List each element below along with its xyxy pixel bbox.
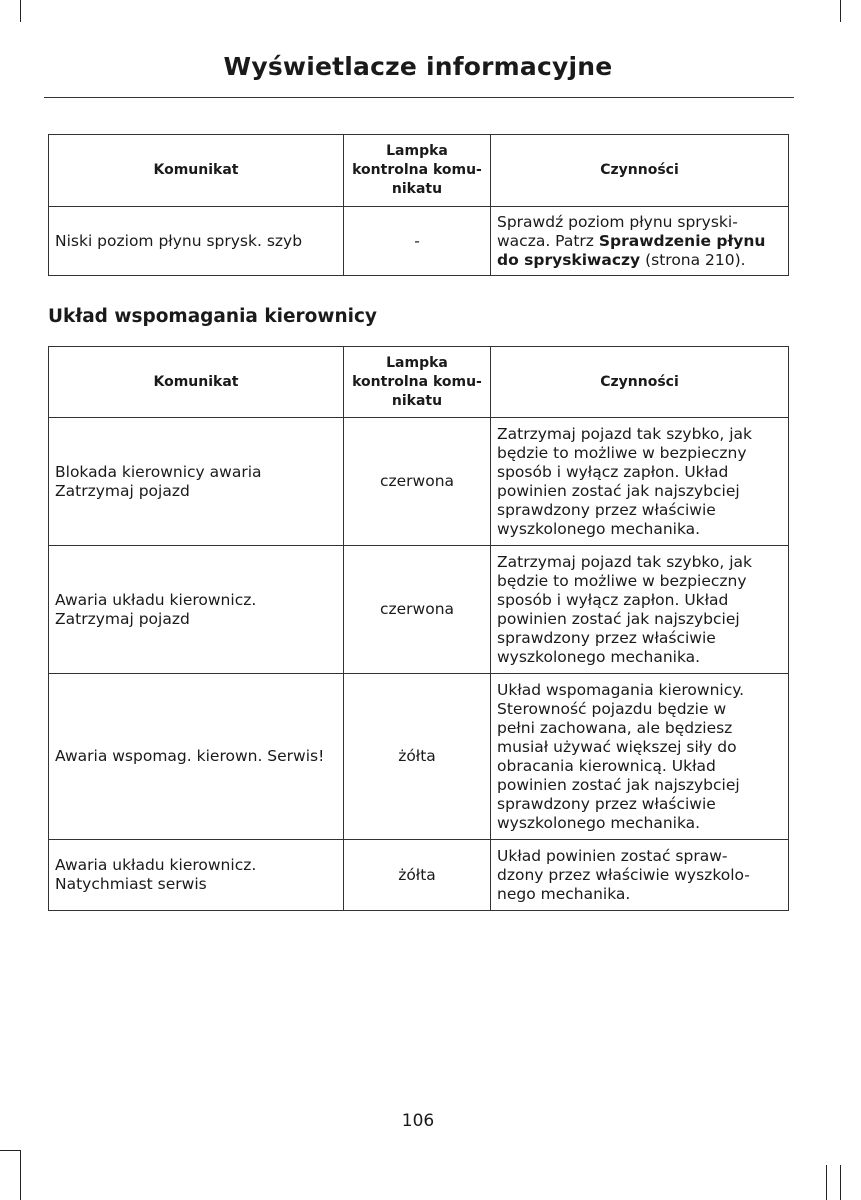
page-number: 106	[401, 1111, 435, 1131]
row-message: Awaria wspomag. kierown. Serwis!	[49, 674, 344, 840]
row-lamp: czerwona	[344, 418, 491, 546]
table-row	[49, 840, 789, 911]
table-header-row	[49, 135, 789, 207]
section-heading: Układ wspomagania kierownicy	[48, 306, 377, 327]
power-steering-table	[48, 346, 789, 911]
title-divider	[44, 97, 794, 98]
header-action: Czynności	[491, 135, 789, 207]
crop-mark-bottom-left	[20, 1150, 21, 1200]
header-lamp: Lampka kontrolna komu- nikatu	[344, 347, 491, 418]
cross-reference-link[interactable]: Sprawdzenie płynu do spryskiwaczy	[497, 231, 766, 269]
crop-mark-bottom-right	[826, 1165, 827, 1200]
table-header-row	[49, 347, 789, 418]
row-message: Niski poziom płynu sprysk. szyb	[49, 207, 344, 276]
row-message: Awaria układu kierownicz. Zatrzymaj pojazd	[49, 546, 344, 674]
row-action: Zatrzymaj pojazd tak szybko, jak będzie to możliwe w bezpieczny sposób i wyłącz zapłon. Układ powinien zostać jak najszybciej sprawdzony przez właściwie wyszkolonego mechanika.	[491, 546, 789, 674]
crop-mark-top-right	[840, 0, 841, 22]
row-action	[491, 207, 789, 276]
row-action: Układ powinien zostać spraw- dzony przez właściwie wyszkolo- nego mechanika.	[491, 840, 789, 911]
action-suffix: (strona 210).	[640, 250, 746, 269]
header-message: Komunikat	[49, 347, 344, 418]
row-action: Układ wspomagania kierownicy. Sterowność pojazdu będzie w pełni zachowana, ale będziesz musiał używać większej siły do obracania kierownicą. Układ powinien zostać jak najszybciej sprawdzony przez właściwie wyszkolonego mechanika.	[491, 674, 789, 840]
table-row	[49, 418, 789, 546]
row-lamp: żółta	[344, 674, 491, 840]
crop-mark-top-left	[20, 0, 21, 22]
page-title: Wyświetlacze informacyjne	[223, 52, 613, 81]
header-message: Komunikat	[49, 135, 344, 207]
washer-fluid-table	[48, 134, 789, 276]
crop-mark-bottom-left-2	[0, 1150, 20, 1151]
row-lamp: żółta	[344, 840, 491, 911]
row-action: Zatrzymaj pojazd tak szybko, jak będzie to możliwe w bezpieczny sposób i wyłącz zapłon. Układ powinien zostać jak najszybciej sprawdzony przez właściwie wyszkolonego mechanika.	[491, 418, 789, 546]
row-lamp: czerwona	[344, 546, 491, 674]
header-action: Czynności	[491, 347, 789, 418]
row-message: Blokada kierownicy awaria Zatrzymaj pojazd	[49, 418, 344, 546]
table-row	[49, 674, 789, 840]
row-message: Awaria układu kierownicz. Natychmiast serwis	[49, 840, 344, 911]
crop-mark-bottom-right-2	[840, 1165, 841, 1200]
row-lamp: -	[344, 207, 491, 276]
action-prefix: Sprawdź poziom płynu spryski- wacza. Patrz	[497, 212, 738, 250]
table-row	[49, 546, 789, 674]
header-lamp: Lampka kontrolna komu- nikatu	[344, 135, 491, 207]
table-row	[49, 207, 789, 276]
